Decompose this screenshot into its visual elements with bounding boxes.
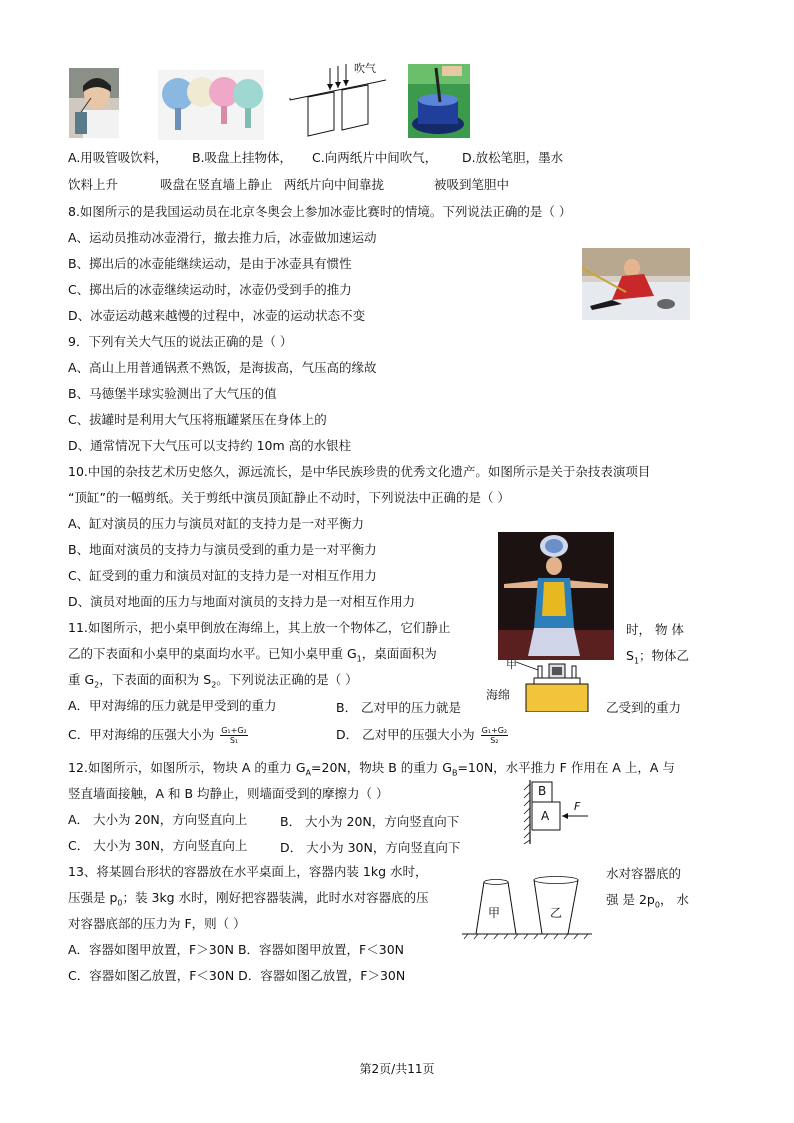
q11-line1-text: 11.如图所示，把小桌甲倒放在海绵上，其上放一个物体乙，它们静止 [68, 620, 451, 635]
q13-options-ab: A．容器如图甲放置，F＞30N B．容器如图甲放置，F＜30N [68, 942, 404, 957]
q11-option-c-fraction [220, 726, 248, 745]
q13-line2-b: ；装 3kg 水时，刚好把容器装满，此时水对容器底的压 [122, 890, 429, 905]
q12-line1-a: 12.如图所示，如图所示，物块 A 的重力 G [68, 760, 306, 775]
q13-line2-right-a: 强 是 2p [606, 892, 655, 907]
q11-option-d [336, 726, 510, 745]
q13-line3: 对容器底部的压力为 F，则（ ） [68, 916, 246, 931]
diagram-blocks-wall-graphic [520, 780, 600, 844]
q8-option-d: D、冰壶运动越来越慢的过程中，冰壶的运动状态不变 [68, 308, 366, 323]
q13-line2-right-b: ， 水 [659, 892, 689, 907]
q11-fracC-num: G₁+G₂ [221, 726, 247, 735]
container-yi-label: 乙 [550, 906, 563, 920]
q10-option-a: A、缸对演员的压力与演员对缸的支持力是一对平衡力 [68, 516, 365, 531]
q7-caption-a: 饮料上升 [68, 177, 119, 192]
q11-option-b-right: 乙受到的重力 [606, 700, 682, 715]
photo-ink-pen-graphic [408, 64, 470, 138]
photo-curling [582, 248, 690, 320]
q11-option-c-text: C．甲对海绵的压强大小为 [68, 727, 215, 742]
q13-line2-right: 强 是 $2p_0$， 水 [606, 892, 689, 910]
photo-suction-cups [158, 70, 264, 140]
photo-drinking-straw [69, 68, 119, 138]
photo-suction-cups-graphic [158, 70, 264, 140]
photo-acrobat-jar [498, 532, 614, 660]
q12-option-b: B． 大小为 20N，方向竖直向下 [280, 814, 460, 829]
q9-option-b: B、马德堡半球实验测出了大气压的值 [68, 386, 277, 401]
q11-line2-right: $S_1$；物体乙 [626, 648, 690, 666]
photo-acrobat-jar-graphic [498, 532, 614, 660]
q12-option-d: D． 大小为 30N，方向竖直向下 [280, 840, 461, 855]
q7-option-b: B.吸盘上挂物体， [192, 150, 293, 165]
q7-option-a: A.用吸管吸饮料， [68, 150, 168, 165]
block-b-label: B [538, 784, 547, 798]
q9-option-d: D、通常情况下大气压可以支持约 10m 高的水银柱 [68, 438, 352, 453]
q13-line1-right: 水对容器底的 [606, 866, 682, 881]
q10-option-b: B、地面对演员的支持力与演员受到的重力是一对平衡力 [68, 542, 377, 557]
label-jia: 甲 [506, 658, 517, 671]
label-sponge: 海绵 [486, 688, 511, 702]
force-f-label: F [574, 800, 581, 813]
photo-curling-graphic [582, 248, 690, 320]
q11-line2: 乙的下表面和小桌甲的桌面均水平。已知小桌甲重 $G_1$，桌面面积为 [68, 646, 437, 664]
q12-line2: 竖直墙面接触，A 和 B 均静止，则墙面受到的摩擦力（ ） [68, 786, 389, 801]
q11-option-d-text: D． 乙对甲的压强大小为 [336, 727, 475, 742]
q8-option-b: B、掷出后的冰壶能继续运动，是由于冰壶具有惯性 [68, 256, 352, 271]
q12-line1-c: =10N，水平推力 F 作用在 A 上，A 与 [457, 760, 675, 775]
q10-stem-line1: 10.中国的杂技艺术历史悠久，源远流长，是中华民族珍贵的优秀文化遗产。如图所示是关于杂技表演项目 [68, 464, 651, 479]
page-footer: 第2页/共11页 [359, 1062, 435, 1076]
photo-ink-pen [408, 64, 470, 138]
q13-line1: 13、将某圆台形状的容器放在水平桌面上，容器内装 1kg 水时， [68, 864, 428, 879]
q11-fracC-den: S₁ [229, 736, 239, 745]
q11-s1-label: S [626, 648, 634, 663]
q13-options-cd: C．容器如图乙放置，F＜30N D．容器如图乙放置，F＞30N [68, 968, 406, 983]
q11-fracD-den: S₂ [490, 736, 499, 745]
q11-line2-text: 乙的下表面和小桌甲的桌面均水平。已知小桌甲重 G [68, 646, 357, 661]
q13-line2: 压强是 $p_0$；装 3kg 水时，刚好把容器装满，此时水对容器底的压 [68, 890, 429, 908]
diagram-table-sponge-graphic [486, 656, 596, 712]
q13-line2-a: 压强是 p [68, 890, 118, 905]
q10-option-d: D、演员对地面的压力与地面对演员的支持力是一对相互作用力 [68, 594, 416, 609]
q11-line1-right: 时， 物 体 [626, 622, 684, 637]
q11-option-b-left: B． 乙对甲的压力就是 [336, 700, 462, 715]
q11-fracD-num: G₁+G₂ [481, 726, 508, 735]
q11-line3-a: 重 G [68, 672, 95, 687]
q9-stem: 9．下列有关大气压的说法正确的是（ ） [68, 334, 293, 349]
q12-option-c: C． 大小为 30N，方向竖直向上 [68, 838, 248, 853]
q12-line1-b: =20N，物块 B 的重力 G [311, 760, 452, 775]
q9-option-c: C、拔罐时是利用大气压将瓶罐紧压在身体上的 [68, 412, 327, 427]
q10-stem-line2: “顶缸”的一幅剪纸。关于剪纸中演员顶缸静止不动时，下列说法中正确的是（ ） [68, 490, 510, 505]
q11-line3-b: ，下表面的面积为 S [99, 672, 212, 687]
diagram-frustum-containers [462, 874, 592, 940]
q8-option-c: C、掷出后的冰壶继续运动时，冰壶仍受到手的推力 [68, 282, 352, 297]
q11-line3: 重 $G_2$，下表面的面积为 $S_2$。下列说法正确的是（ ） [68, 672, 358, 690]
q11-line2-mid: ，桌面面积为 [361, 646, 437, 661]
q7-caption-d: 被吸到笔胆中 [434, 177, 510, 192]
photo-drinking-straw-graphic [69, 68, 119, 138]
diagram-blow-paper [288, 60, 388, 140]
q7-caption-b: 吸盘在竖直墙上静止 [160, 177, 273, 192]
blow-label: 吹气 [354, 62, 376, 75]
q11-option-d-fraction [481, 726, 509, 745]
q11-line3-c: 。下列说法正确的是（ ） [216, 672, 358, 687]
diagram-blocks-wall [520, 780, 600, 844]
diagram-frustum-containers-graphic [462, 874, 592, 940]
q7-option-c: C.向两纸片中间吹气， [312, 150, 438, 165]
diagram-table-sponge [486, 656, 596, 712]
container-jia-label: 甲 [488, 906, 501, 920]
q10-option-c: C、缸受到的重力和演员对缸的支持力是一对相互作用力 [68, 568, 377, 583]
q11-line2-tail: ；物体乙 [639, 648, 690, 663]
q11-line1 [68, 620, 450, 636]
q11-option-a: A．甲对海绵的压力就是甲受到的重力 [68, 698, 277, 713]
q7-option-d: D.放松笔胆，墨水 [462, 150, 564, 165]
q12-line1: 12.如图所示，如图所示，物块 A 的重力 $G_A=20N$，物块 B 的重力 $G_B=10N$，水平推力 F 作用在 A 上，A 与 [68, 760, 675, 778]
q12-option-a: A． 大小为 20N，方向竖直向上 [68, 812, 248, 827]
q8-stem: 8.如图所示的是我国运动员在北京冬奥会上参加冰壶比赛时的情境。下列说法正确的是（ ） [68, 204, 572, 219]
q7-caption-c: 两纸片向中间靠拢 [284, 177, 385, 192]
q11-option-c [68, 726, 250, 745]
q9-option-a: A、高山上用普通锅煮不熟饭，是海拔高，气压高的缘故 [68, 360, 377, 375]
q8-option-a: A、运动员推动冰壶滑行，撤去推力后，冰壶做加速运动 [68, 230, 377, 245]
block-a-label: A [541, 809, 550, 823]
